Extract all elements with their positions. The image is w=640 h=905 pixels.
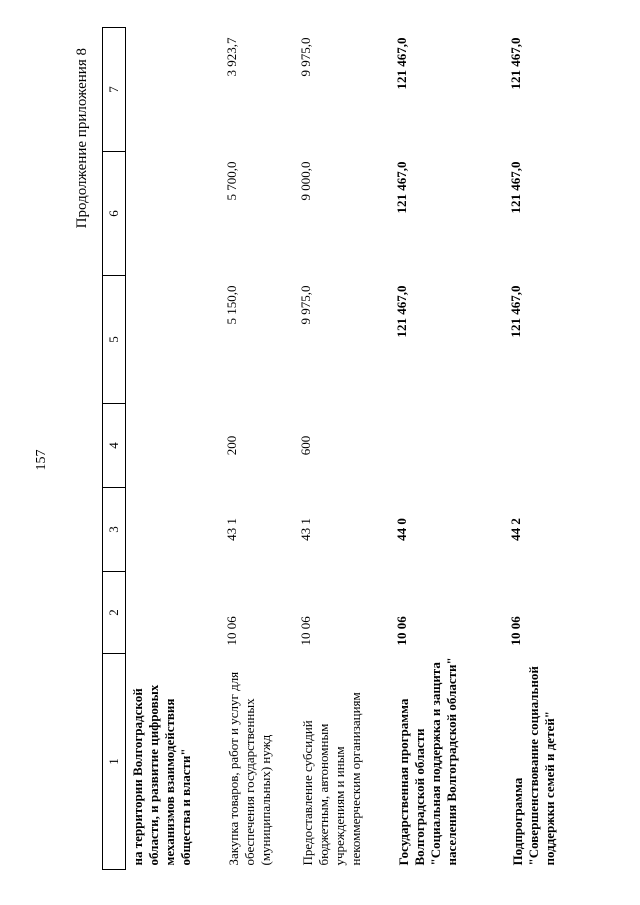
amount-col6: 121 467,0 — [394, 161, 409, 214]
amount-col7 — [126, 28, 223, 152]
amount-col6: 5 700,0 — [224, 161, 239, 201]
section-code — [126, 572, 223, 654]
section-code: 10 06 — [394, 616, 409, 646]
budget-table — [102, 27, 590, 870]
amount-col5: 121 467,0 — [508, 285, 523, 338]
table-row — [222, 28, 296, 870]
row-name: Подпрограмма "Совершенствование социальной поддержки семей и детей" — [510, 666, 557, 866]
column-header: 5 — [103, 276, 126, 404]
amount-col7: 121 467,0 — [508, 37, 523, 90]
table-row — [392, 28, 506, 870]
column-header: 6 — [103, 152, 126, 276]
column-header: 4 — [103, 404, 126, 488]
row-name: Предоставление субсидий бюджетным, автономным учреждениям и иным некоммерческим организациям — [300, 692, 363, 866]
row-name: Государственная программа Волгоградской области "Социальная поддержка и защита населения Волгоградской области" — [396, 657, 459, 866]
target-article: 43 1 — [224, 518, 239, 541]
amount-col7: 121 467,0 — [394, 37, 409, 90]
annex-continuation-note: Продолжение приложения 8 — [74, 48, 90, 229]
row-name: на территории Волгоградской области, и развитие цифровых механизмов взаимодействия общества и власти" — [130, 684, 193, 866]
amount-col7: 3 923,7 — [224, 37, 239, 77]
expense-type: 200 — [224, 435, 239, 456]
target-article: 44 2 — [508, 518, 523, 541]
column-header: 1 — [103, 654, 126, 870]
section-code: 10 06 — [298, 616, 313, 646]
column-header: 7 — [103, 28, 126, 152]
amount-col5: 9 975,0 — [298, 285, 313, 325]
target-article: 43 1 — [298, 518, 313, 541]
target-article — [126, 488, 223, 572]
column-number-row — [103, 28, 126, 870]
page-number: 157 — [34, 449, 49, 471]
row-name: Закупка товаров, работ и услуг для обеспечения государственных (муниципальных) нужд — [226, 671, 273, 866]
section-code: 10 06 — [224, 616, 239, 646]
target-article: 44 0 — [394, 518, 409, 541]
amount-col5 — [126, 276, 223, 404]
table-row — [126, 28, 223, 870]
amount-col6: 121 467,0 — [508, 161, 523, 214]
rotated-content — [30, 30, 610, 890]
amount-col7: 9 975,0 — [298, 37, 313, 77]
expense-type — [506, 404, 590, 488]
amount-col6: 9 000,0 — [298, 161, 313, 201]
section-code: 10 06 — [508, 616, 523, 646]
table-row — [296, 28, 392, 870]
amount-col5: 121 467,0 — [394, 285, 409, 338]
table-row — [506, 28, 590, 870]
expense-type — [392, 404, 506, 488]
expense-type — [126, 404, 223, 488]
expense-type: 600 — [298, 435, 313, 456]
column-header: 2 — [103, 572, 126, 654]
column-header: 3 — [103, 488, 126, 572]
amount-col5: 5 150,0 — [224, 285, 239, 325]
amount-col6 — [126, 152, 223, 276]
